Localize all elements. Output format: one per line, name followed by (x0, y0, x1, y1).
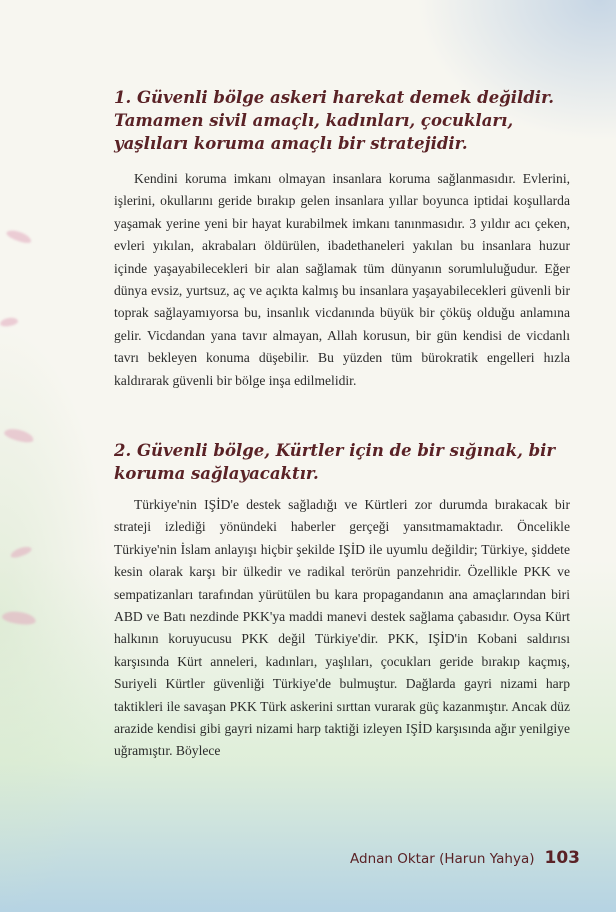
section-1-heading: 1. Güvenli bölge askeri harekat demek değildir. Tamamen sivil amaçlı, kadınları, çocukları, yaşlıları koruma amaçlı bir stratejidir. (114, 88, 554, 153)
footer-author: Adnan Oktar (Harun Yahya) (350, 851, 535, 867)
page-number: 103 (544, 848, 580, 868)
section-1-body: Kendini koruma imkanı olmayan insanlara koruma sağlanmasıdır. Evlerini, işlerini, okullarını geride bırakıp gelen insanlara yıllar boyunca iptidai koşullarda yaşamak yerine yeni bir hayat kurabilmek imkanı tanınmasıdır. 3 yıldır acı çeken, evleri yıkılan, akrabaları öldürülen, ibadethaneleri yakılan bu insanlara huzur içinde yaşayabilecekleri bir alan sağlamak tüm dünyanın sorumluluğudur. Eğer dünya evsiz, yurtsuz, aç ve açıkta kalmış bu insanlara yaşayabilecekleri güvenli bir toprak sağlayamıyorsa bu, insanlık vicdanında büyük bir çöküş olduğu anlamına gelir. Vicdandan yana tavır almayan, Allah korusun, bir gün kendisi de vicdanlı tavrı bekleyen konuma düşebilir. Bu yüzden tüm bürokratik engelleri hızla kaldırarak güvenli bir bölge inşa edilmelidir. (114, 171, 570, 388)
section-2-body: Türkiye'nin IŞİD'e destek sağladığı ve Kürtleri zor durumda bırakacak bir strateji izlediği yönündeki haberler gerçeği yansıtmamaktadır. Öncelikle Türkiye'nin İslam anlayışı hiçbir şekilde IŞİD ile uyumlu değildir; Türkiye, şiddete kesin olarak karşı bir ülkedir ve radikal terörün panzehridir. Özellikle PKK ve sempatizanları tarafından yürütülen bu kara propagandanın ana amaçlarından biri ABD ve Batı nezdinde PKK'ya maddi manevi destek sağlama çabasıdır. Oysa Kürt halkının koruyucusu PKK değil Türkiye'dir. PKK, IŞİD'in Kobani saldırısı karşısında Kürt anneleri, kadınları, yaşlıları, çocukları geride bırakıp kaçmış, Suriyeli Kürtler güvenliği Türkiye'de bulmuştur. Dağlarda gayri nizami harp taktikleri ile savaşan PKK Türk askerini sırttan vurarak güç kazanmıştır. Ancak düz arazide kendisi gibi gayri nizami harp taktiği izleyen IŞİD karşısında ağır yenilgiye uğramıştır. Böylece (114, 497, 570, 759)
section-2-heading: 2. Güvenli bölge, Kürtler için de bir sığınak, bir koruma sağlayacaktır. (114, 441, 556, 483)
page-footer (350, 848, 580, 868)
